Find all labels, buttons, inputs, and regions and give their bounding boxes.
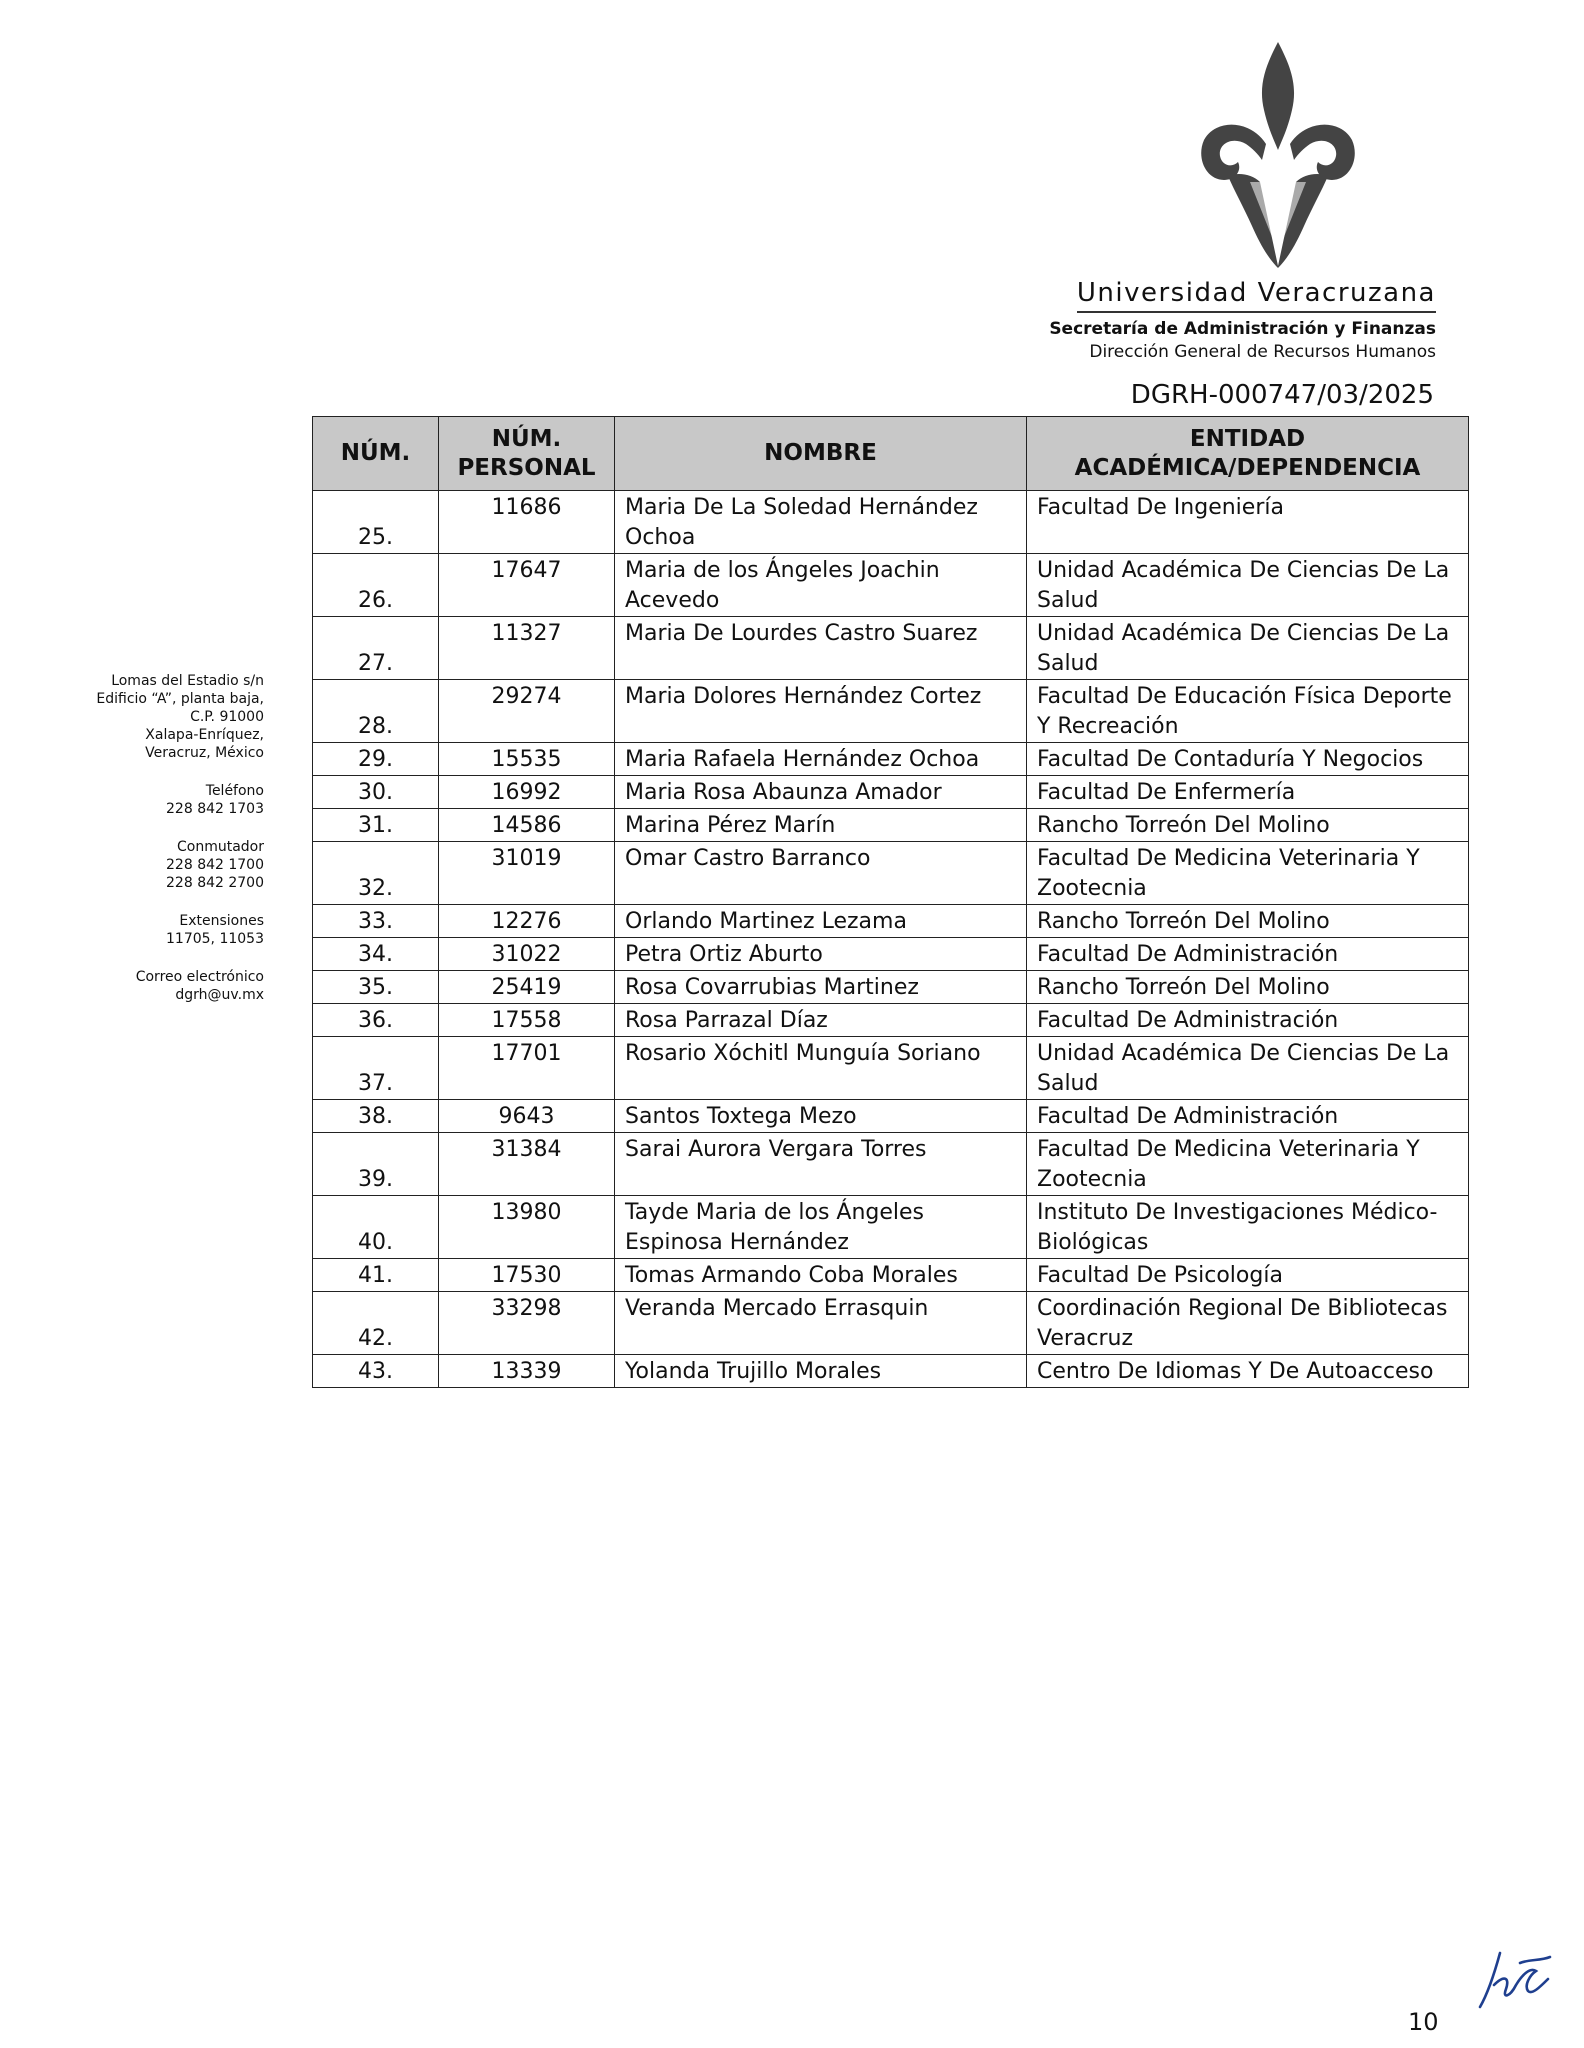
- table-row: [313, 776, 1469, 809]
- cell-num: 37.: [313, 1037, 439, 1100]
- address-line: C.P. 91000: [190, 709, 264, 725]
- handwritten-initials-icon: [1470, 1945, 1560, 2015]
- cell-nombre: Tomas Armando Coba Morales: [615, 1259, 1027, 1292]
- cell-num: 33.: [313, 905, 439, 938]
- cell-num: 29.: [313, 743, 439, 776]
- table-row: [313, 938, 1469, 971]
- cell-entidad: Rancho Torreón Del Molino: [1027, 809, 1469, 842]
- cell-personal: 12276: [439, 905, 615, 938]
- cell-num: 40.: [313, 1196, 439, 1259]
- switchboard-label: Conmutador: [176, 839, 264, 855]
- table-row: [313, 1004, 1469, 1037]
- cell-nombre: Maria De Lourdes Castro Suarez: [615, 617, 1027, 680]
- cell-entidad: Instituto De Investigaciones Médico-Biológicas: [1027, 1196, 1469, 1259]
- cell-num: 32.: [313, 842, 439, 905]
- cell-nombre: Maria De La Soledad Hernández Ochoa: [615, 491, 1027, 554]
- header-personal-line2: PERSONAL: [457, 454, 596, 481]
- cell-personal: 17530: [439, 1259, 615, 1292]
- cell-num: 43.: [313, 1355, 439, 1388]
- table-row: [313, 680, 1469, 743]
- table-row: [313, 971, 1469, 1004]
- secretaria-name: Secretaría de Administración y Finanzas: [1049, 319, 1436, 339]
- address-line: Veracruz, México: [145, 745, 264, 761]
- switchboard-block: [96, 838, 264, 892]
- header-personal-line1: NÚM.: [491, 425, 562, 452]
- cell-entidad: Facultad De Administración: [1027, 1004, 1469, 1037]
- phone-label: Teléfono: [205, 783, 264, 799]
- direccion-name: Dirección General de Recursos Humanos: [1089, 342, 1436, 362]
- page-number: 10: [1408, 2008, 1439, 2036]
- cell-entidad: Unidad Académica De Ciencias De La Salud: [1027, 554, 1469, 617]
- header-num: [313, 417, 439, 491]
- document-folio: DGRH-000747/03/2025: [1130, 380, 1434, 410]
- cell-nombre: Petra Ortiz Aburto: [615, 938, 1027, 971]
- address-line: Lomas del Estadio s/n: [111, 673, 264, 689]
- extensions-block: [96, 912, 264, 948]
- email-block: [96, 968, 264, 1004]
- header-personal: [439, 417, 615, 491]
- header-entidad: [1027, 417, 1469, 491]
- cell-entidad: Centro De Idiomas Y De Autoacceso: [1027, 1355, 1469, 1388]
- phone-block: [96, 782, 264, 818]
- institution-name: Universidad Veracruzana: [1077, 278, 1436, 313]
- cell-entidad: Facultad De Ingeniería: [1027, 491, 1469, 554]
- table-row: [313, 554, 1469, 617]
- cell-num: 30.: [313, 776, 439, 809]
- cell-entidad: Facultad De Contaduría Y Negocios: [1027, 743, 1469, 776]
- cell-num: 41.: [313, 1259, 439, 1292]
- cell-nombre: Sarai Aurora Vergara Torres: [615, 1133, 1027, 1196]
- cell-personal: 11686: [439, 491, 615, 554]
- cell-personal: 9643: [439, 1100, 615, 1133]
- cell-nombre: Rosa Parrazal Díaz: [615, 1004, 1027, 1037]
- extensions-label: Extensiones: [179, 913, 264, 929]
- contact-sidebar: [96, 672, 264, 1024]
- cell-num: 39.: [313, 1133, 439, 1196]
- table-row: [313, 905, 1469, 938]
- cell-nombre: Veranda Mercado Errasquin: [615, 1292, 1027, 1355]
- cell-num: 34.: [313, 938, 439, 971]
- table-header-row: [313, 417, 1469, 491]
- cell-entidad: Facultad De Medicina Veterinaria Y Zootecnia: [1027, 1133, 1469, 1196]
- cell-num: 42.: [313, 1292, 439, 1355]
- table-row: [313, 809, 1469, 842]
- cell-num: 27.: [313, 617, 439, 680]
- cell-entidad: Unidad Académica De Ciencias De La Salud: [1027, 1037, 1469, 1100]
- cell-entidad: Facultad De Psicología: [1027, 1259, 1469, 1292]
- phone-number: 228 842 1703: [166, 801, 264, 817]
- cell-entidad: Facultad De Medicina Veterinaria Y Zootecnia: [1027, 842, 1469, 905]
- cell-entidad: Facultad De Educación Física Deporte Y Recreación: [1027, 680, 1469, 743]
- cell-num: 25.: [313, 491, 439, 554]
- cell-personal: 16992: [439, 776, 615, 809]
- table-row: [313, 743, 1469, 776]
- cell-nombre: Marina Pérez Marín: [615, 809, 1027, 842]
- table-row: [313, 617, 1469, 680]
- cell-personal: 17558: [439, 1004, 615, 1037]
- cell-personal: 33298: [439, 1292, 615, 1355]
- extensions-numbers: 11705, 11053: [166, 931, 264, 947]
- cell-nombre: Maria de los Ángeles Joachin Acevedo: [615, 554, 1027, 617]
- cell-nombre: Santos Toxtega Mezo: [615, 1100, 1027, 1133]
- switchboard-number: 228 842 1700: [166, 857, 264, 873]
- cell-personal: 13339: [439, 1355, 615, 1388]
- cell-nombre: Yolanda Trujillo Morales: [615, 1355, 1027, 1388]
- table-body: [313, 491, 1469, 1388]
- cell-personal: 31384: [439, 1133, 615, 1196]
- cell-nombre: Orlando Martinez Lezama: [615, 905, 1027, 938]
- table-row: [313, 1037, 1469, 1100]
- table-row: [313, 1196, 1469, 1259]
- table-row: [313, 1292, 1469, 1355]
- cell-num: 36.: [313, 1004, 439, 1037]
- cell-personal: 31022: [439, 938, 615, 971]
- cell-nombre: Rosario Xóchitl Munguía Soriano: [615, 1037, 1027, 1100]
- address-line: Edificio “A”, planta baja,: [96, 691, 264, 707]
- cell-nombre: Rosa Covarrubias Martinez: [615, 971, 1027, 1004]
- header-entidad-line2: ACADÉMICA/DEPENDENCIA: [1074, 454, 1421, 481]
- header-num-label: NÚM.: [340, 440, 411, 466]
- cell-personal: 15535: [439, 743, 615, 776]
- address-line: Xalapa-Enríquez,: [145, 727, 264, 743]
- cell-nombre: Tayde Maria de los Ángeles Espinosa Hernández: [615, 1196, 1027, 1259]
- cell-num: 28.: [313, 680, 439, 743]
- table-row: [313, 1355, 1469, 1388]
- header-nombre: [615, 417, 1027, 491]
- cell-nombre: Maria Rosa Abaunza Amador: [615, 776, 1027, 809]
- cell-nombre: Maria Rafaela Hernández Ochoa: [615, 743, 1027, 776]
- cell-entidad: Facultad De Enfermería: [1027, 776, 1469, 809]
- cell-num: 35.: [313, 971, 439, 1004]
- cell-personal: 14586: [439, 809, 615, 842]
- cell-entidad: Facultad De Administración: [1027, 938, 1469, 971]
- switchboard-number: 228 842 2700: [166, 875, 264, 891]
- table-row: [313, 491, 1469, 554]
- table-row: [313, 1100, 1469, 1133]
- cell-num: 26.: [313, 554, 439, 617]
- cell-nombre: Omar Castro Barranco: [615, 842, 1027, 905]
- cell-nombre: Maria Dolores Hernández Cortez: [615, 680, 1027, 743]
- table-row: [313, 842, 1469, 905]
- table-row: [313, 1259, 1469, 1292]
- cell-entidad: Rancho Torreón Del Molino: [1027, 905, 1469, 938]
- table-row: [313, 1133, 1469, 1196]
- email-address: dgrh@uv.mx: [175, 987, 264, 1003]
- cell-num: 31.: [313, 809, 439, 842]
- cell-personal: 31019: [439, 842, 615, 905]
- cell-entidad: Coordinación Regional De Bibliotecas Veracruz: [1027, 1292, 1469, 1355]
- cell-personal: 17647: [439, 554, 615, 617]
- cell-personal: 25419: [439, 971, 615, 1004]
- cell-entidad: Facultad De Administración: [1027, 1100, 1469, 1133]
- cell-num: 38.: [313, 1100, 439, 1133]
- address-block: [96, 672, 264, 762]
- cell-entidad: Unidad Académica De Ciencias De La Salud: [1027, 617, 1469, 680]
- email-label: Correo electrónico: [135, 969, 264, 985]
- cell-personal: 11327: [439, 617, 615, 680]
- cell-personal: 13980: [439, 1196, 615, 1259]
- header-nombre-label: NOMBRE: [764, 440, 877, 466]
- institution-header: [1049, 278, 1436, 362]
- personnel-table: [312, 416, 1469, 1388]
- header-entidad-line1: ENTIDAD: [1189, 425, 1306, 452]
- cell-personal: 17701: [439, 1037, 615, 1100]
- cell-entidad: Rancho Torreón Del Molino: [1027, 971, 1469, 1004]
- university-logo-icon: [1196, 40, 1360, 270]
- cell-personal: 29274: [439, 680, 615, 743]
